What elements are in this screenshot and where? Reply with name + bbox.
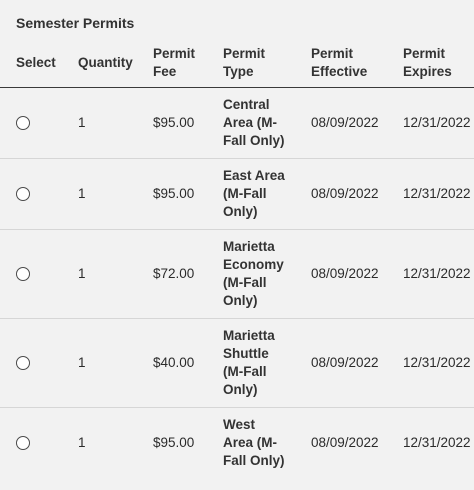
permit-effective-cell: 08/09/2022 [311, 185, 379, 201]
table-header-row [0, 40, 474, 87]
permit-expires-cell: 12/31/2022 [403, 265, 471, 281]
table-row [0, 229, 474, 318]
permit-fee-cell: $72.00 [153, 265, 195, 281]
permit-fee-cell: $95.00 [153, 185, 195, 201]
column-header-permit-effective: Permit Effective [287, 40, 376, 87]
quantity-cell: 1 [78, 185, 86, 201]
table-row [0, 87, 474, 158]
permit-radio-button[interactable] [16, 187, 30, 201]
permit-expires-cell: 12/31/2022 [403, 185, 471, 201]
permit-expires-cell: 12/31/2022 [403, 434, 471, 450]
quantity-cell: 1 [78, 265, 86, 281]
permit-effective-cell: 08/09/2022 [311, 114, 379, 130]
section-title: Semester Permits [16, 15, 135, 31]
permit-effective-cell: 08/09/2022 [311, 265, 379, 281]
column-header-select: Select [0, 40, 62, 87]
table-row [0, 158, 474, 229]
permit-effective-cell: 08/09/2022 [311, 434, 379, 450]
select-cell [0, 407, 62, 478]
semester-permits-table [0, 40, 474, 478]
permit-expires-cell: 12/31/2022 [403, 354, 471, 370]
permit-fee-cell: $95.00 [153, 434, 195, 450]
table-row [0, 318, 474, 407]
column-header-permit-fee: Permit Fee [134, 40, 202, 87]
permit-expires-cell: 12/31/2022 [403, 114, 471, 130]
permit-fee-cell: $95.00 [153, 114, 195, 130]
quantity-cell: 1 [78, 434, 86, 450]
permit-type-cell: West Area (M-Fall Only) [223, 416, 285, 468]
quantity-cell: 1 [78, 114, 86, 130]
permit-radio-button[interactable] [16, 436, 30, 450]
select-cell [0, 158, 62, 229]
column-header-quantity: Quantity [62, 40, 134, 87]
quantity-cell: 1 [78, 354, 86, 370]
permit-fee-cell: $40.00 [153, 354, 195, 370]
permit-radio-button[interactable] [16, 267, 30, 281]
permit-type-cell: Marietta Shuttle (M-Fall Only) [223, 327, 275, 397]
table-row [0, 407, 474, 478]
select-cell [0, 318, 62, 407]
permit-type-cell: Central Area (M-Fall Only) [223, 96, 285, 148]
select-cell [0, 87, 62, 158]
permit-radio-button[interactable] [16, 116, 30, 130]
column-header-permit-type: Permit Type [202, 40, 287, 87]
permit-type-cell: East Area (M-Fall Only) [223, 167, 285, 219]
permit-type-cell: Marietta Economy (M-Fall Only) [223, 238, 284, 308]
permit-radio-button[interactable] [16, 356, 30, 370]
select-cell [0, 229, 62, 318]
column-header-permit-expires: Permit Expires [376, 40, 474, 87]
permit-effective-cell: 08/09/2022 [311, 354, 379, 370]
